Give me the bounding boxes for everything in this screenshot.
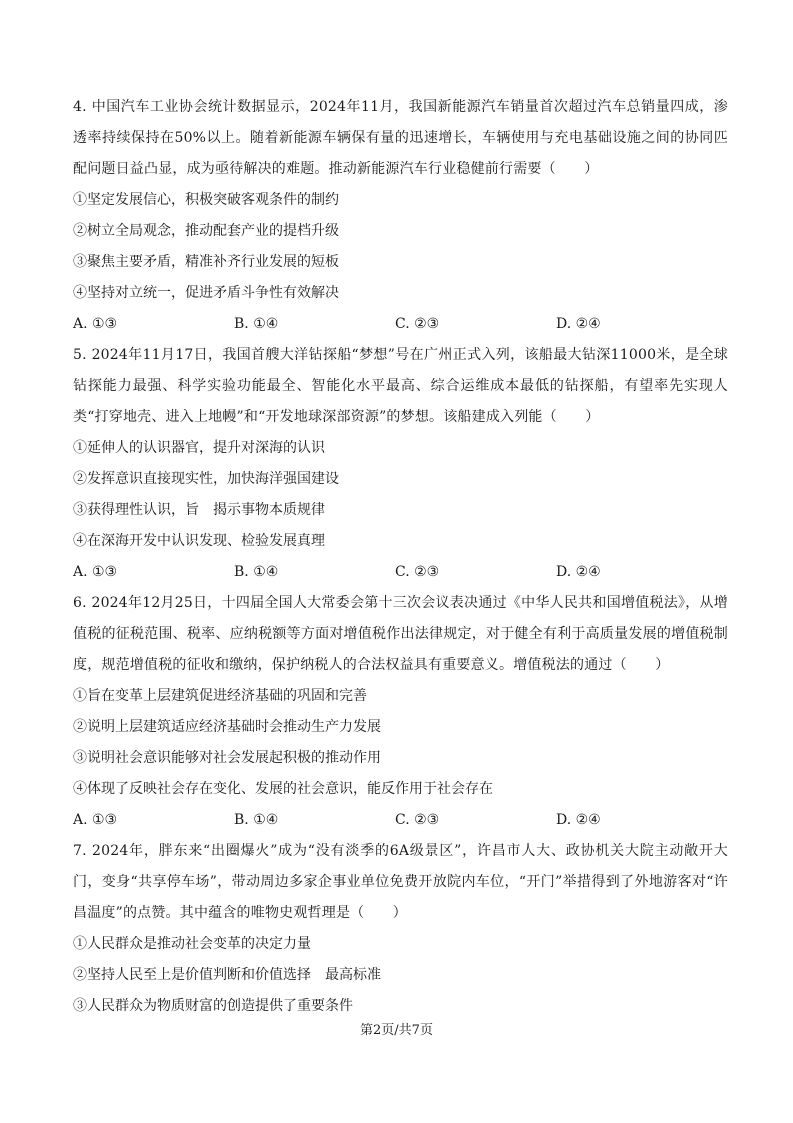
option-item: ①延伸人的认识器官，提升对深海的认识 [73, 440, 325, 456]
choice-d: D. ②④ [556, 812, 601, 828]
question-5 [73, 340, 728, 588]
option-item: ③获得理性认识，旨 揭示事物本质规律 [73, 502, 325, 518]
question-4 [73, 92, 728, 340]
option-item: ②坚持人民至上是价值判断和价值选择 最高标准 [73, 967, 381, 983]
choice-d: D. ②④ [556, 564, 601, 580]
choice-a: A. ①③ [73, 316, 118, 332]
question-stem: 4. 中国汽车工业协会统计数据显示，2024年11月，我国新能源汽车销量首次超过汽车总销量四成，渗透率持续保持在50%以上。随着新能源车辆保有量的迅速增长，车辆使用与充电基础设施之间的协同匹配问题日益凸显，成为亟待解决的难题。推动新能源汽车行业稳健前行需要（ ） [73, 99, 728, 177]
question-7 [73, 836, 728, 1022]
choice-c: C. ②③ [395, 812, 440, 828]
choice-b: B. ①④ [234, 316, 279, 332]
answer-choices [73, 309, 728, 340]
choice-c: C. ②③ [395, 564, 440, 580]
option-item: ④体现了反映社会存在变化、发展的社会意识，能反作用于社会存在 [73, 781, 493, 797]
option-item: ④坚持对立统一，促进矛盾斗争性有效解决 [73, 285, 339, 301]
option-item: ①旨在变革上层建筑促进经济基础的巩固和完善 [73, 688, 367, 704]
choice-a: A. ①③ [73, 564, 118, 580]
question-stem: 5. 2024年11月17日，我国首艘大洋钻探船“梦想”号在广州正式入列，该船最大钻深11000米，是全球钻探能力最强、科学实验功能最全、智能化水平最高、综合运维成本最低的钻探船，有望率先实现人类“打穿地壳、进入上地幔”和“开发地球深部资源”的梦想。该船建成入列能（ ） [73, 347, 728, 425]
choice-c: C. ②③ [395, 316, 440, 332]
question-stem: 7. 2024年，胖东来“出圈爆火”成为“没有淡季的6A级景区”，许昌市人大、政协机关大院主动敞开大门，变身“共享停车场”，带动周边多家企事业单位免费开放院内车位，“开门”举措得到了外地游客对“许昌温度”的点赞。其中蕴含的唯物史观哲理是（ ） [73, 843, 728, 921]
answer-choices [73, 557, 728, 588]
option-item: ③人民群众为物质财富的创造提供了重要条件 [73, 998, 353, 1014]
question-list [73, 92, 728, 1022]
choice-a: A. ①③ [73, 812, 118, 828]
option-item: ①坚定发展信心，积极突破客观条件的制约 [73, 192, 339, 208]
question-6 [73, 588, 728, 836]
option-item: ④在深海开发中认识发现、检验发展真理 [73, 533, 325, 549]
option-item: ③聚焦主要矛盾，精准补齐行业发展的短板 [73, 254, 339, 270]
option-item: ①人民群众是推动社会变革的决定力量 [73, 936, 311, 952]
option-item: ②发挥意识直接现实性，加快海洋强国建设 [73, 471, 339, 487]
option-item: ②说明上层建筑适应经济基础时会推动生产力发展 [73, 719, 381, 735]
option-item: ②树立全局观念，推动配套产业的提档升级 [73, 223, 339, 239]
option-item: ③说明社会意识能够对社会发展起积极的推动作用 [73, 750, 381, 766]
page-number: 第2页/共7页 [360, 1023, 433, 1038]
answer-choices [73, 805, 728, 836]
question-stem: 6. 2024年12月25日，十四届全国人大常委会第十三次会议表决通过《中华人民共和国增值税法》，从增值税的征税范围、税率、应纳税额等方面对增值税作出法律规定，对于健全有利于高质量发展的增值税制度，规范增值税的征收和缴纳，保护纳税人的合法权益具有重要意义。增值税法的通过（ ） [73, 595, 728, 673]
choice-d: D. ②④ [556, 316, 601, 332]
choice-b: B. ①④ [234, 564, 279, 580]
choice-b: B. ①④ [234, 812, 279, 828]
